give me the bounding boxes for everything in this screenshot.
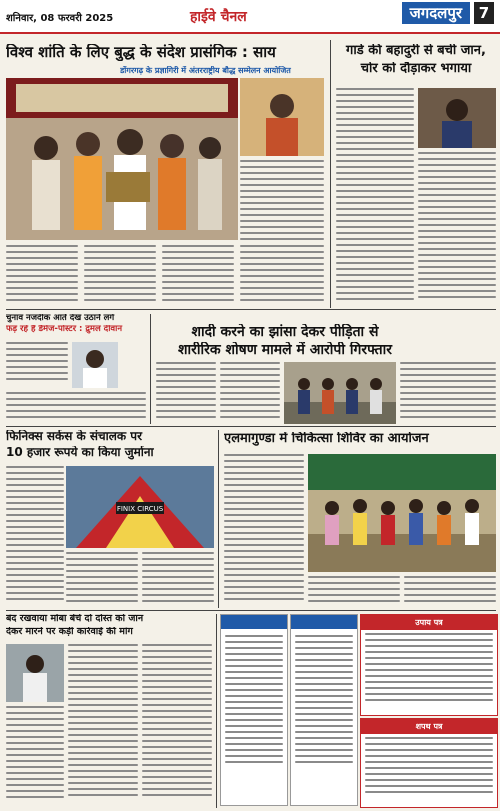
crime-body-3 [400, 362, 496, 424]
section-rule [6, 309, 496, 310]
issue-date: शनिवार, 08 फरवरी 2025 [6, 13, 114, 24]
bottom-photo [6, 644, 64, 702]
circus-body-3 [142, 552, 214, 606]
oath-text [365, 737, 493, 803]
lead-photo-2 [240, 78, 324, 156]
right-headline-1: गार्ड की बहादुरी से बची जान, [346, 44, 486, 58]
lead-subheadline: डोंगरगढ़ के प्रज्ञागिरी में अंतरराष्ट्रीय बौद्ध सम्मेलन आयोजित [120, 66, 291, 75]
masthead [0, 0, 500, 34]
right-body-1 [336, 88, 414, 306]
protest-photo [6, 644, 64, 702]
crime-body-2 [220, 362, 280, 424]
bottom-headline-1: बंद रखवाया मोबा बेचे दो दोस्त को जान [6, 614, 144, 624]
ad-text-2 [295, 635, 353, 775]
city-name: जगदलपुर [402, 2, 470, 24]
lead-body-col-a [240, 160, 324, 242]
section-rule-2 [6, 426, 496, 427]
crime-headline-1: शादी करने का झांसा देकर पीड़िता से [191, 324, 379, 340]
circus-body-2 [66, 552, 138, 606]
medical-camp-photo [308, 454, 496, 572]
ad-text [225, 635, 283, 775]
bottom-body-1 [6, 706, 64, 806]
lead-body-col-3 [162, 245, 234, 305]
crime-photo [284, 362, 396, 424]
oath-box [360, 718, 498, 808]
quote-body-2 [6, 392, 146, 422]
notice-header: उपाय पत्र [361, 615, 497, 630]
camp-photo [308, 454, 496, 572]
column-rule [330, 40, 331, 308]
camp-body-3 [404, 576, 496, 606]
right-body-2 [418, 152, 496, 306]
camp-body-1 [224, 454, 304, 606]
bottom-body-3 [142, 644, 212, 806]
buddha-conference-photo [6, 78, 238, 240]
oath-header: शपथ पत्र [361, 719, 497, 734]
lead-body-col-4 [240, 245, 324, 305]
camp-headline: एलमागुण्डा में चिकित्सा शिविर का आयोजन [224, 432, 429, 446]
section-rule-3 [6, 610, 496, 611]
crime-body-1 [156, 362, 216, 424]
notice-box [360, 614, 498, 716]
notice-text [365, 633, 493, 711]
column-rule-3 [218, 430, 219, 608]
ad-box-2 [290, 614, 358, 806]
guard-photo-image [418, 88, 496, 148]
crime-headline-2: शारीरिक शोषण मामले में आरोपी गिरफ्तार [178, 342, 392, 358]
circus-headline-2: 10 हजार रूपये का किया जुर्माना [6, 446, 154, 459]
bottom-headline-2: देकर मारने पर कड़ी कार्रवाई की मांग [6, 627, 133, 637]
ad-band-2 [291, 615, 357, 629]
quote-body-1 [6, 342, 68, 382]
lead-headline: विश्व शांति के लिए बुद्ध के संदेश प्रासंगिक : साय [6, 44, 276, 61]
lead-body-col-2 [84, 245, 156, 305]
lead-photo [6, 78, 238, 240]
camp-body-2 [308, 576, 400, 606]
quote-headline-2: फड़ रहे हैं डैमेज-पोस्टर : द्रुमल दीवान [6, 325, 123, 334]
circus-headline-1: फिनिक्स सर्कस के संचालक पर [6, 430, 142, 443]
circus-banner-text: FINIX CIRCUS [116, 505, 164, 513]
police-group-photo [284, 362, 396, 424]
circus-photo [66, 466, 214, 548]
bottom-body-2 [68, 644, 138, 806]
circus-tent-photo [66, 466, 214, 548]
lead-body-col-1 [6, 245, 78, 305]
ad-box-1 [220, 614, 288, 806]
quote-headline-1: चुनाव नजदीक आते देख उठाने लगे [6, 314, 115, 323]
paper-name: हाईवे चैनल [190, 9, 247, 25]
page-number: 7 [474, 2, 494, 24]
ad-band [221, 615, 287, 629]
guard-photo [418, 88, 496, 148]
right-headline-2: चोर को दौड़ाकर भगाया [360, 62, 472, 76]
column-rule-4 [216, 614, 217, 808]
circus-body-1 [6, 466, 64, 606]
monk-photo [240, 78, 324, 156]
